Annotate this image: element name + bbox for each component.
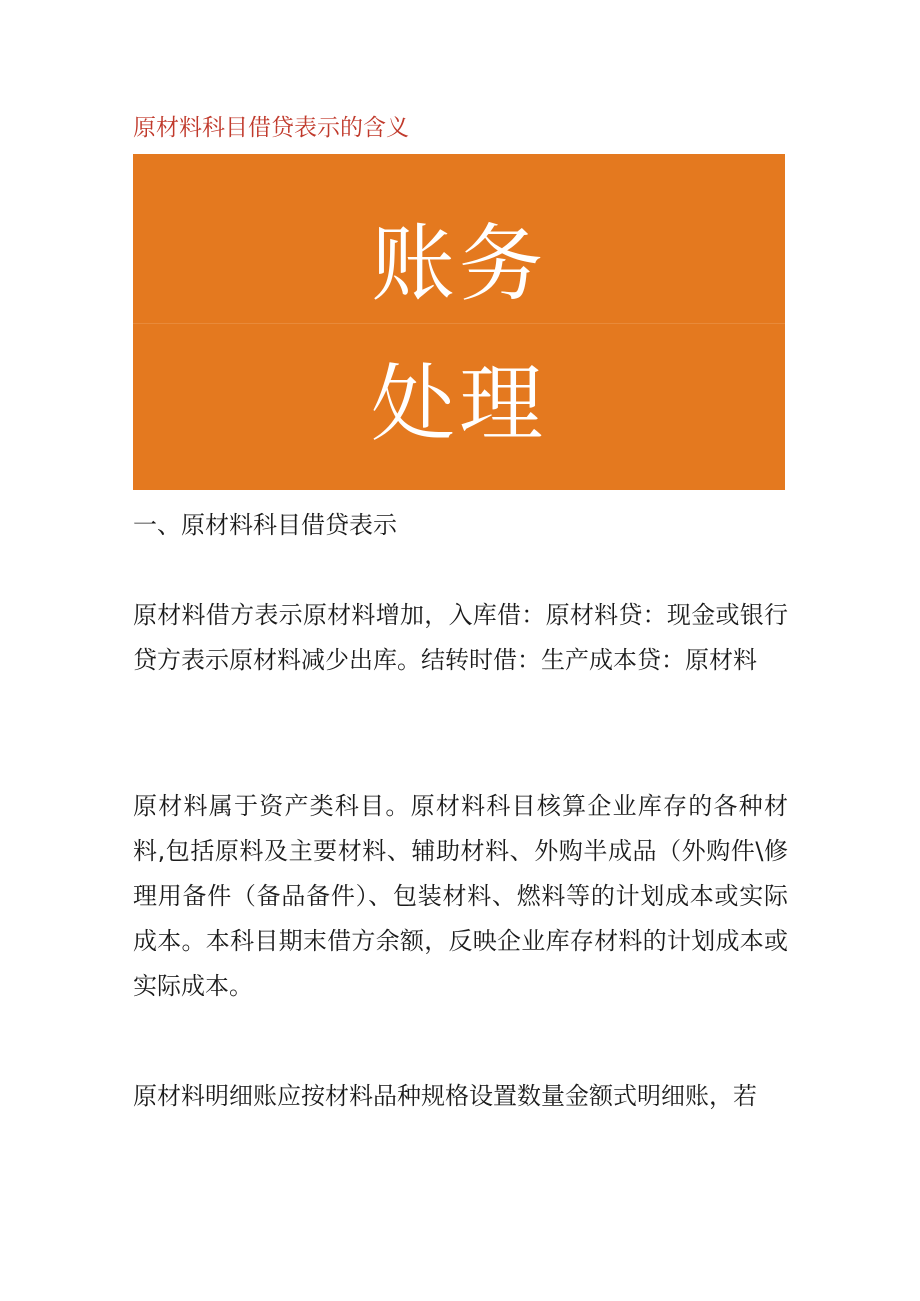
section-heading: 一、原材料科目借贷表示 xyxy=(133,511,397,539)
paragraph-ledger: 原材料明细账应按材料品种规格设置数量金额式明细账，若 xyxy=(133,1082,757,1110)
paragraph-asset-account: 原材料属于资产类科目。原材料科目核算企业库存的各种材料,包括原料及主要材料、辅助材料、外购半成品（外购件\修理用备件（备品备件）、包装材料、燃料等的计划成本或实际成本。本科目期末借方余额，反映企业库存材料的计划成本或实际成本。 xyxy=(133,792,788,1000)
paragraph-debit-credit: 原材料借方表示原材料增加，入库借：原材料贷：现金或银行贷方表示原材料减少出库。结转时借：生产成本贷：原材料 xyxy=(133,601,788,674)
document-title: 原材料科目借贷表示的含义 xyxy=(133,115,409,141)
banner-divider xyxy=(133,323,785,324)
banner-line-2: 处理 xyxy=(370,355,547,453)
banner xyxy=(133,154,785,490)
banner-line-1: 账务 xyxy=(370,215,547,313)
